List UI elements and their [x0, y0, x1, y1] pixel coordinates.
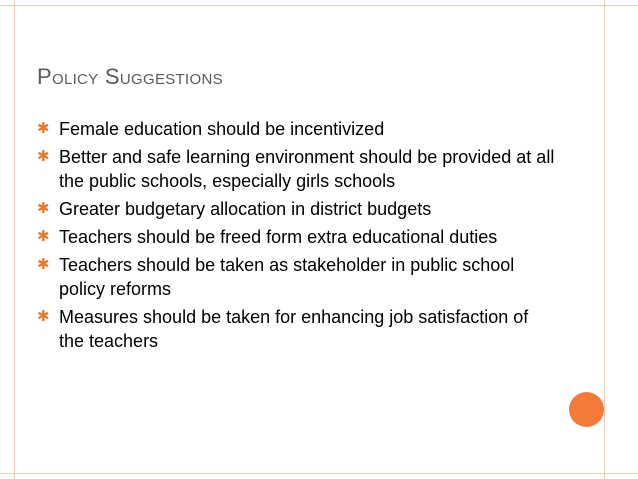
slide-title: Policy Suggestions — [37, 64, 223, 89]
decorative-rule-right — [604, 0, 605, 479]
bullet-icon: ✱ — [37, 256, 50, 273]
bullet-list — [37, 117, 557, 357]
bullet-text: Teachers should be taken as stakeholder in public school policy reforms — [59, 255, 515, 299]
decorative-rule-top — [0, 5, 638, 6]
accent-circle-icon — [569, 392, 604, 427]
bullet-text: Better and safe learning environment should be provided at all the public schools, especially girls schools — [59, 147, 555, 191]
bullet-text: Greater budgetary allocation in district budgets — [59, 199, 432, 219]
bullet-icon: ✱ — [37, 200, 50, 217]
bullet-text: Female education should be incentivized — [59, 119, 385, 139]
bullet-item — [37, 305, 557, 353]
bullet-item — [37, 197, 557, 221]
bullet-icon: ✱ — [37, 308, 50, 325]
bullet-text: Teachers should be freed form extra educational duties — [59, 227, 498, 247]
bullet-item — [37, 225, 557, 249]
bullet-icon: ✱ — [37, 120, 50, 137]
bullet-icon: ✱ — [37, 228, 50, 245]
decorative-rule-left — [14, 0, 15, 479]
bullet-item — [37, 117, 557, 141]
decorative-rule-bottom — [0, 473, 638, 474]
bullet-text: Measures should be taken for enhancing job satisfaction of the teachers — [59, 307, 529, 351]
bullet-item — [37, 253, 557, 301]
bullet-icon: ✱ — [37, 148, 50, 165]
bullet-item — [37, 145, 557, 193]
